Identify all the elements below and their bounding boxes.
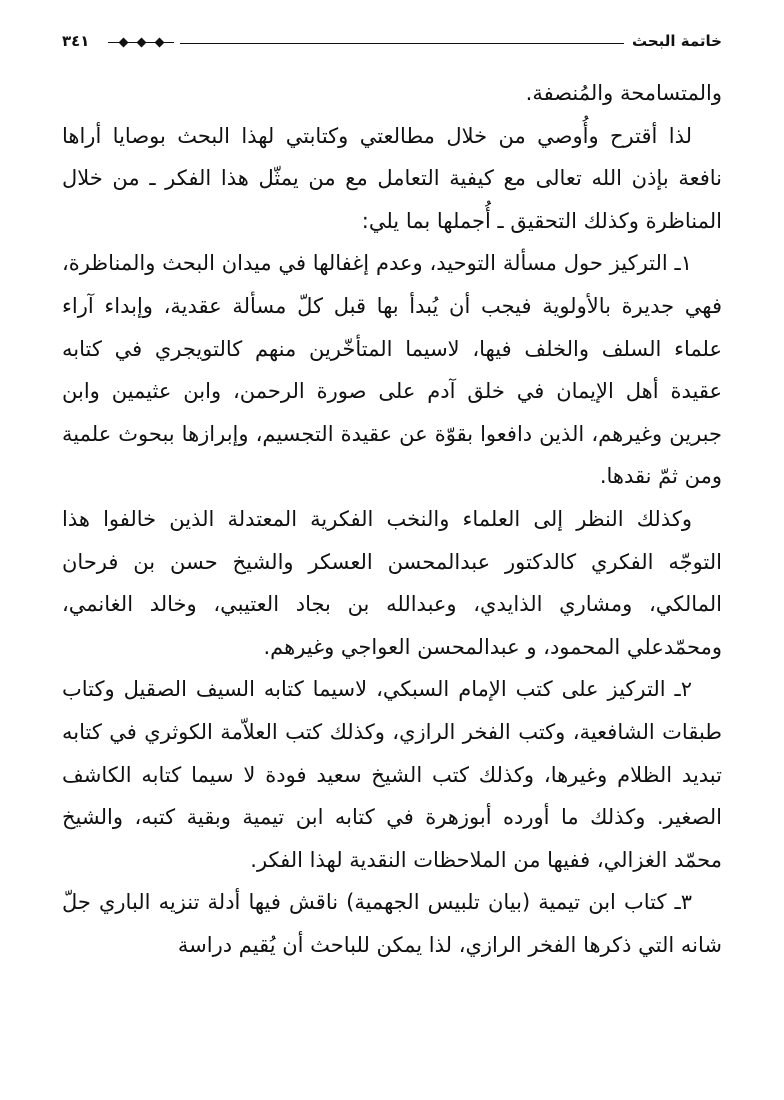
paragraph-continuation: والمتسامحة والمُنصفة.	[525, 81, 722, 105]
diamond-ornament-icon	[119, 38, 129, 48]
running-head	[62, 30, 722, 54]
paragraph-recommendations-intro: لذا أقترح وأُوصي من خلال مطالعتي وكتابتي لهذا البحث بوصايا أراها نافعة بإذن الله تعالى مع كيفية التعامل مع من يمثّل هذا الفكر ـ من خلال المناظرة وكذلك التحقيق ـ أُجملها بما يلي:	[62, 123, 722, 233]
diamond-ornament-icon	[155, 38, 165, 48]
header-ornament	[108, 37, 174, 49]
header-rule	[180, 43, 624, 44]
paragraph-moderate-scholars: وكذلك النظر إلى العلماء والنخب الفكرية المعتدلة الذين خالفوا هذا التوجّه الفكري كالدكتور عبدالمحسن العسكر والشيخ حسن بن فرحان المالكي، ومشاري الذايدي، وعبدالله بن بجاد العتيبي، وخالد الغانمي، ومحمّدعلي المحمود، و عبدالمحسن العواجي وغيرهم.	[62, 506, 722, 659]
chapter-title: خاتمة البحث	[631, 32, 722, 50]
paragraph-recommendation-2: ٢ـ التركيز على كتب الإمام السبكي، لاسيما كتابه السيف الصقيل وكتاب طبقات الشافعية، وكتب الفخر الرازي، وكذلك كتب العلاّمة الكوثري في كتابه تبديد الظلام وغيرها، وكذلك كتب الشيخ سعيد فودة لا سيما كتابه الكاشف الصغير. وكذلك ما أورده أبوزهرة في كتابه ابن تيمية وبقية كتبه، والشيخ محمّد الغزالي، ففيها من الملاحظات النقدية لهذا الفكر.	[62, 677, 722, 872]
body-text	[62, 72, 722, 966]
paragraph-recommendation-3: ٣ـ كتاب ابن تيمية (بيان تلبيس الجهمية) ناقش فيها أدلة تنزيه الباري جلّ شانه التي ذكرها الفخر الرازي، لذا يمكن للباحث أن يُقيم دراسة	[62, 890, 722, 957]
paragraph-recommendation-1: ١ـ التركيز حول مسألة التوحيد، وعدم إغفالها في ميدان البحث والمناظرة، فهي جديرة بالأولوية فيجب أن يُبدأ بها قبل كلّ مسألة عقدية، وإبداء آراء علماء السلف والخلف فيها، لاسيما المتأخّرين منهم كالتويجري في كتابه عقيدة أهل الإيمان في خلق آدم على صورة الرحمن، وابن عثيمين وابن جبرين وغيرهم، الذين دافعوا بقوّة عن عقيدة التجسيم، وإبرازها ببحوث علمية ومن ثمّ نقدها.	[62, 251, 722, 489]
page-number: ٣٤١	[62, 32, 90, 50]
diamond-ornament-icon	[137, 38, 147, 48]
